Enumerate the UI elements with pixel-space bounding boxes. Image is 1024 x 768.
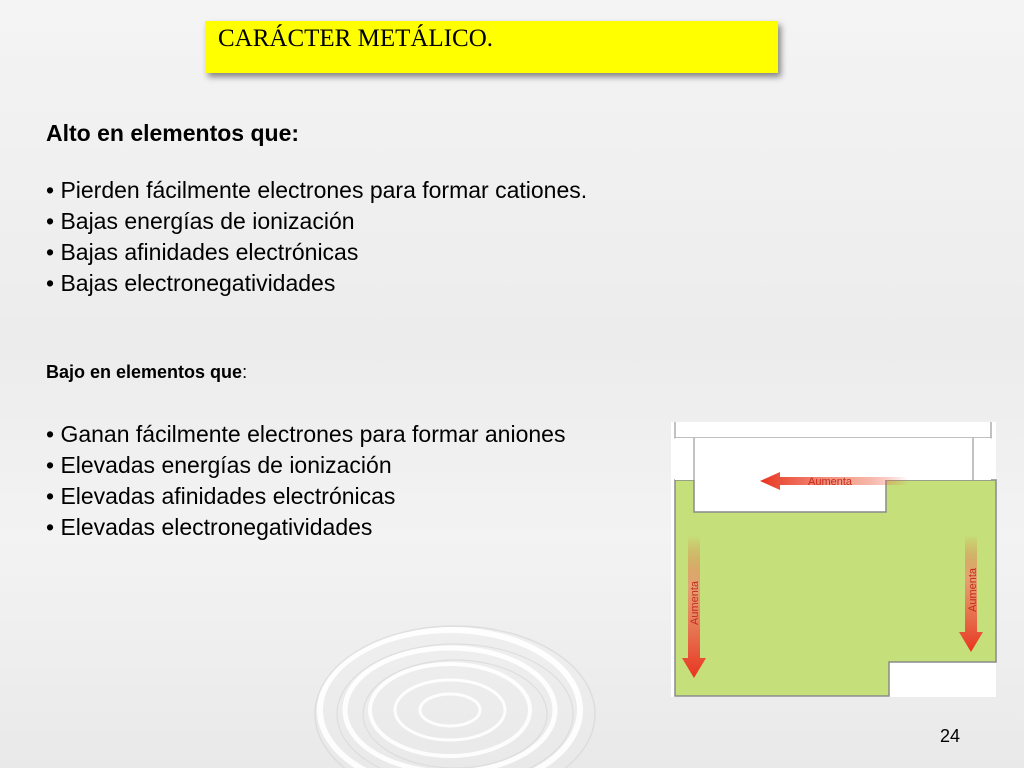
- low-list-item: • Ganan fácilmente electrones para formar aniones: [46, 421, 566, 447]
- arrow-label-top: Aumenta: [808, 476, 853, 488]
- periodic-table-trend-figure: [668, 420, 998, 698]
- high-list-item: • Bajas afinidades electrónicas: [46, 239, 359, 265]
- low-heading-bold: Bajo en elementos que: [46, 362, 243, 382]
- arrow-label-left: Aumenta: [689, 580, 701, 625]
- high-heading: Alto en elementos que:: [46, 120, 300, 146]
- arrow-label-right: Aumenta: [967, 567, 979, 612]
- low-heading-colon: :: [242, 362, 248, 382]
- high-list-item: • Pierden fácilmente electrones para formar cationes.: [46, 177, 588, 203]
- top-band-shape: [675, 438, 991, 480]
- low-heading: [46, 362, 247, 383]
- low-list-item: • Elevadas energías de ionización: [46, 452, 392, 478]
- low-list-item: • Elevadas electronegatividades: [46, 514, 373, 540]
- background-swirl-decoration: [300, 560, 720, 768]
- high-list: [46, 175, 587, 299]
- high-list-item: • Bajas electronegatividades: [46, 270, 336, 296]
- slide-title: CARÁCTER METÁLICO.: [218, 25, 493, 52]
- low-list: [46, 419, 565, 543]
- title-banner: [205, 21, 778, 73]
- page-number: 24: [940, 726, 961, 746]
- high-list-item: • Bajas energías de ionización: [46, 208, 355, 234]
- low-list-item: • Elevadas afinidades electrónicas: [46, 483, 396, 509]
